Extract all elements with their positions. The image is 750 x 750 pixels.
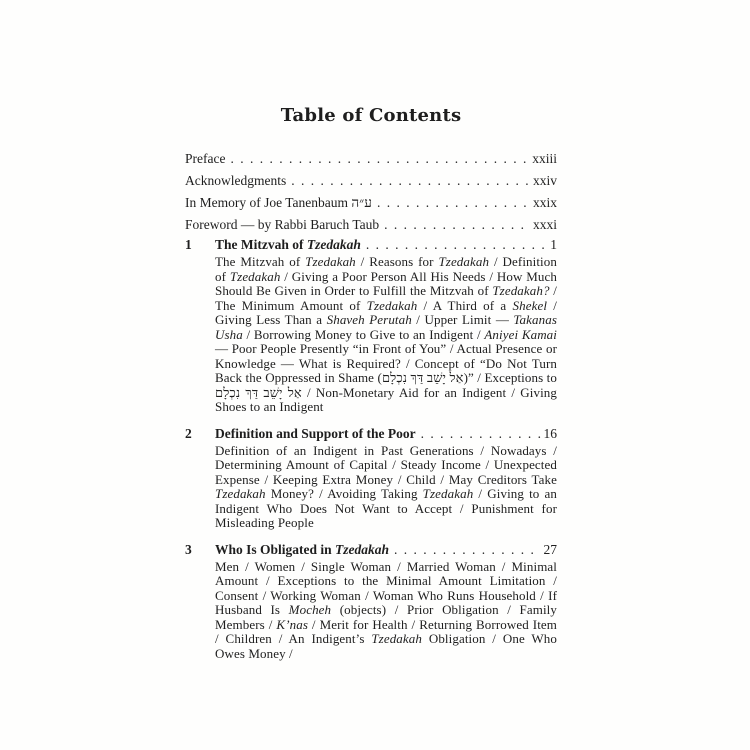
chapter-heading [185, 237, 557, 253]
toc-entry-label: In Memory of Joe Tanenbaum ע״ה [185, 195, 372, 210]
toc-entry-preface [185, 148, 557, 170]
chapter-heading [185, 426, 557, 442]
chapter-title: Definition and Support of the Poor [215, 425, 416, 441]
chapter-topics: The Mitzvah of Tzedakah / Reasons for Tzedakah / Definition of Tzedakah / Giving a Poor Person All His Needs / How Much Should Be Given in Order to Fulfill the Mitzvah of Tzedakah? / The Minimum Amount of Tzedakah / A Third of a Shekel / Giving Less Than a Shaveh Perutah / Upper Limit — Takanas Usha / Borrowing Money to Give to an Indigent / Aniyei Kamai — Poor People Presently “in Front of You” / Actual Presence or Knowledge — What is Required? / Concept of “Do Not Turn Back the Oppressed in Shame (אַל יָשֵׁב דַּךְ נִכְלָם)” / Exceptions to אַל יָשֵׁב דַּךְ נִכְלָם / Non-Monetary Aid for an Indigent / Giving Shoes to an Indigent [215, 254, 558, 414]
chapter-2 [185, 426, 557, 531]
toc-entry-acknowledgments [185, 170, 557, 192]
chapter-heading [185, 542, 557, 558]
chapter-3 [185, 542, 557, 662]
chapter-number: 1 [185, 237, 192, 252]
chapter-title: Who Is Obligated in Tzedakah [215, 541, 390, 557]
dot-leader [394, 542, 540, 558]
toc-entry-foreword [185, 214, 557, 236]
chapter-topics: Definition of an Indigent in Past Generations / Nowadays / Determining Amount of Capital / Steady Income / Unexpected Expense / Keeping Extra Money / Child / May Creditors Take Tzedakah Money? / Avoiding Taking Tzedakah / Giving to an Indigent Who Does Not Want to Accept / Punishment for Misleading People [215, 442, 558, 530]
chapter-list [185, 237, 557, 661]
chapter-title: The Mitzvah of Tzedakah [215, 237, 361, 252]
toc-entry-label: Acknowledgments [185, 173, 287, 188]
toc-entry-label: Foreword — by Rabbi Baruch Taub [185, 217, 380, 232]
dot-leader [366, 237, 547, 253]
toc-entry-page: xxix [532, 195, 557, 210]
toc-entry-label: Preface [185, 151, 226, 166]
toc-content [185, 105, 557, 661]
toc-entry-page: xxiv [532, 173, 557, 188]
chapter-page: 1 [550, 237, 557, 252]
front-matter-list [185, 148, 557, 236]
chapter-page: 27 [543, 541, 557, 557]
page-title: Table of Contents [280, 105, 462, 126]
toc-entry-page: xxxi [532, 217, 557, 232]
chapter-topics: Men / Women / Single Woman / Married Woman / Minimal Amount / Exceptions to the Minimal Amount Limitation / Consent / Working Woman / Woman Who Runs Household / If Husband Is Mocheh (objects) / Prior Obligation / Family Members / K’nas / Merit for Health / Returning Borrowed Item / Children / An Indigent’s Tzedakah Obligation / One Who Owes Money / [215, 558, 557, 661]
dot-leader [291, 170, 530, 192]
toc-entry-page: xxiii [532, 151, 557, 166]
dot-leader [377, 192, 530, 214]
chapter-number: 2 [185, 425, 192, 441]
dot-leader [230, 148, 529, 170]
chapter-1 [185, 237, 557, 415]
dot-leader [421, 426, 541, 442]
dot-leader [384, 214, 530, 236]
chapter-number: 3 [185, 541, 192, 557]
chapter-page: 16 [543, 425, 557, 441]
toc-entry-in-memory [185, 192, 557, 214]
